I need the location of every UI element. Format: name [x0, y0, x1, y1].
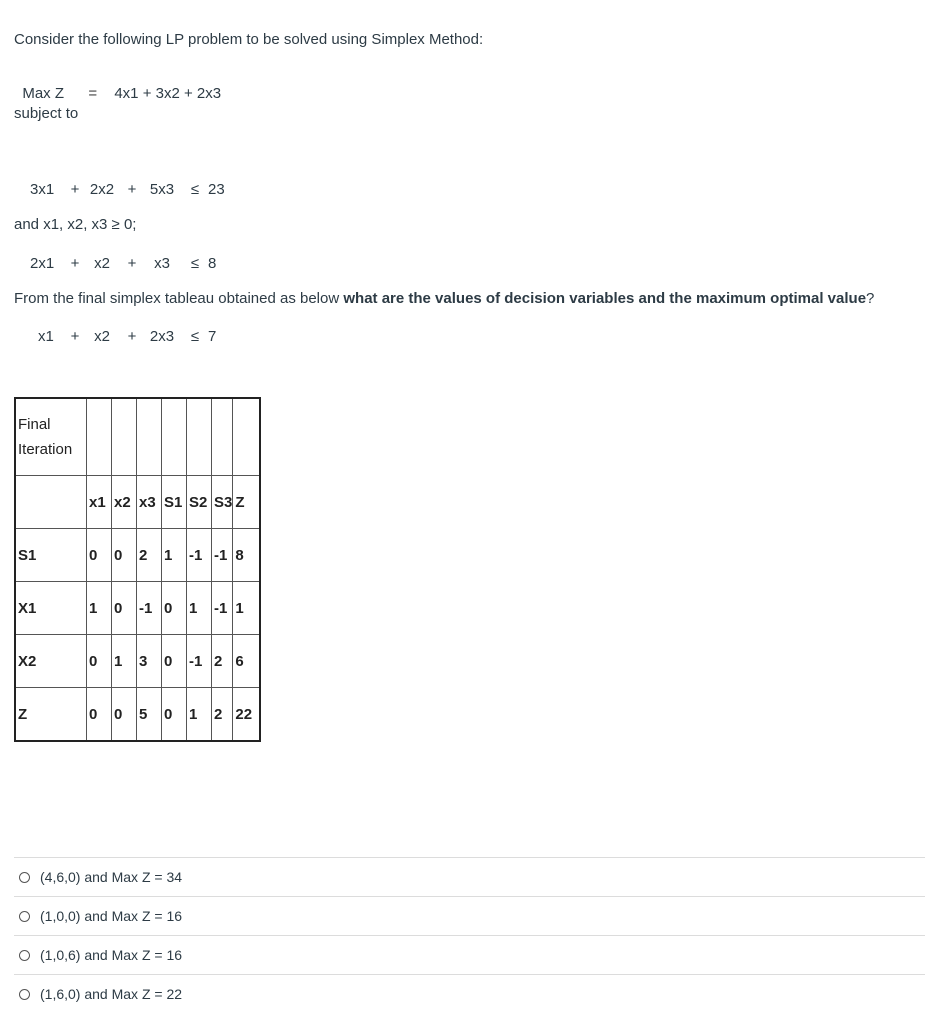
objective-expression: 4x1 + 3x2 + 2x3	[114, 85, 222, 102]
constraint-term: x2	[94, 254, 110, 272]
row-label: X1	[15, 582, 87, 635]
constraint-inequality: ≤	[190, 181, 200, 198]
constraint-op: +	[127, 254, 137, 272]
constraint-op: +	[70, 254, 80, 272]
tableau-header-row	[15, 476, 260, 529]
table-cell: 0	[162, 635, 187, 688]
objective-label: Max Z	[22, 85, 65, 102]
table-cell: 1	[87, 582, 112, 635]
radio-button[interactable]	[19, 911, 30, 922]
subject-to-label: subject to	[14, 105, 79, 122]
tableau-title-line: Iteration	[18, 441, 73, 458]
constraint-term: x2	[94, 328, 110, 345]
option-label[interactable]: (1,0,6) and Max Z = 16	[40, 947, 183, 963]
question-prefix: From the final simplex tableau obtained as below	[14, 290, 344, 307]
question-suffix: ?	[866, 290, 875, 307]
tableau-title-cell	[15, 398, 87, 476]
column-header: x3	[137, 476, 162, 529]
question-emphasis: what are the values of decision variables and the maximum optimal value	[343, 290, 867, 307]
table-cell: 0	[162, 582, 187, 635]
table-cell: 0	[112, 582, 137, 635]
table-cell: 3	[137, 635, 162, 688]
option-label[interactable]: (1,0,0) and Max Z = 16	[40, 908, 183, 924]
final-simplex-tableau	[14, 397, 261, 742]
constraint-op: +	[127, 181, 137, 198]
objective-function	[14, 68, 221, 102]
table-cell: -1	[137, 582, 162, 635]
constraint-term: 3x1	[30, 181, 55, 198]
table-cell: 1	[162, 529, 187, 582]
option-label[interactable]: (1,6,0) and Max Z = 22	[40, 986, 183, 1002]
table-cell: -1	[212, 582, 233, 635]
constraint-op: +	[127, 328, 137, 345]
row-label: Z	[15, 688, 87, 742]
constraint-row	[30, 325, 238, 350]
answer-option[interactable]	[14, 974, 925, 1014]
radio-button[interactable]	[19, 950, 30, 961]
table-row	[15, 582, 260, 635]
table-row	[15, 635, 260, 688]
question-text	[14, 290, 874, 307]
constraint-op: +	[70, 328, 80, 345]
constraint-inequality: ≤	[190, 328, 200, 345]
table-cell: 2	[212, 688, 233, 742]
table-cell: 0	[112, 529, 137, 582]
constraint-term: 5x3	[149, 181, 175, 198]
tableau-title-row	[15, 398, 260, 476]
table-cell: 22	[233, 688, 261, 742]
table-cell: 0	[87, 529, 112, 582]
table-cell: 2	[137, 529, 162, 582]
constraint-row	[30, 252, 238, 277]
table-cell: 6	[233, 635, 261, 688]
row-label: S1	[15, 529, 87, 582]
column-header: x2	[112, 476, 137, 529]
table-cell: 2	[212, 635, 233, 688]
row-label: X2	[15, 635, 87, 688]
table-cell: 1	[112, 635, 137, 688]
answer-option[interactable]	[14, 857, 925, 896]
table-cell: 8	[233, 529, 261, 582]
radio-button[interactable]	[19, 872, 30, 883]
table-cell: 0	[87, 688, 112, 742]
tableau-title-line: Final	[18, 416, 51, 433]
table-cell: -1	[212, 529, 233, 582]
constraint-rhs: 8	[208, 254, 217, 272]
option-label[interactable]: (4,6,0) and Max Z = 34	[40, 869, 183, 885]
table-cell: -1	[187, 529, 212, 582]
column-header: x1	[87, 476, 112, 529]
constraint-rhs: 7	[208, 328, 217, 345]
column-header: S2	[187, 476, 212, 529]
table-cell: 1	[233, 582, 261, 635]
question-intro: Consider the following LP problem to be solved using Simplex Method:	[14, 31, 484, 48]
column-header: S1	[162, 476, 187, 529]
column-header: S3	[212, 476, 233, 529]
table-cell: 1	[187, 688, 212, 742]
table-row	[15, 688, 260, 742]
answer-option[interactable]	[14, 935, 925, 974]
table-cell: 0	[87, 635, 112, 688]
table-row	[15, 529, 260, 582]
non-negativity-constraint: and x1, x2, x3 ≥ 0;	[14, 216, 137, 233]
constraint-term: 2x3	[149, 328, 175, 345]
column-header: Z	[233, 476, 261, 529]
radio-button[interactable]	[19, 989, 30, 1000]
constraint-term: x1	[38, 328, 54, 345]
constraint-term: x3	[154, 254, 170, 272]
constraint-rhs: 23	[208, 181, 225, 198]
constraints-block	[30, 129, 238, 374]
constraint-inequality: ≤	[190, 254, 200, 272]
table-cell: -1	[187, 635, 212, 688]
constraint-term: 2x2	[89, 181, 115, 198]
answer-options	[14, 857, 925, 1014]
table-cell: 5	[137, 688, 162, 742]
table-cell: 1	[187, 582, 212, 635]
constraint-term: 2x1	[30, 254, 55, 272]
answer-option[interactable]	[14, 896, 925, 935]
constraint-row	[30, 178, 238, 203]
table-cell: 0	[112, 688, 137, 742]
objective-equals: =	[88, 85, 98, 102]
table-cell: 0	[162, 688, 187, 742]
constraint-op: +	[70, 181, 80, 198]
